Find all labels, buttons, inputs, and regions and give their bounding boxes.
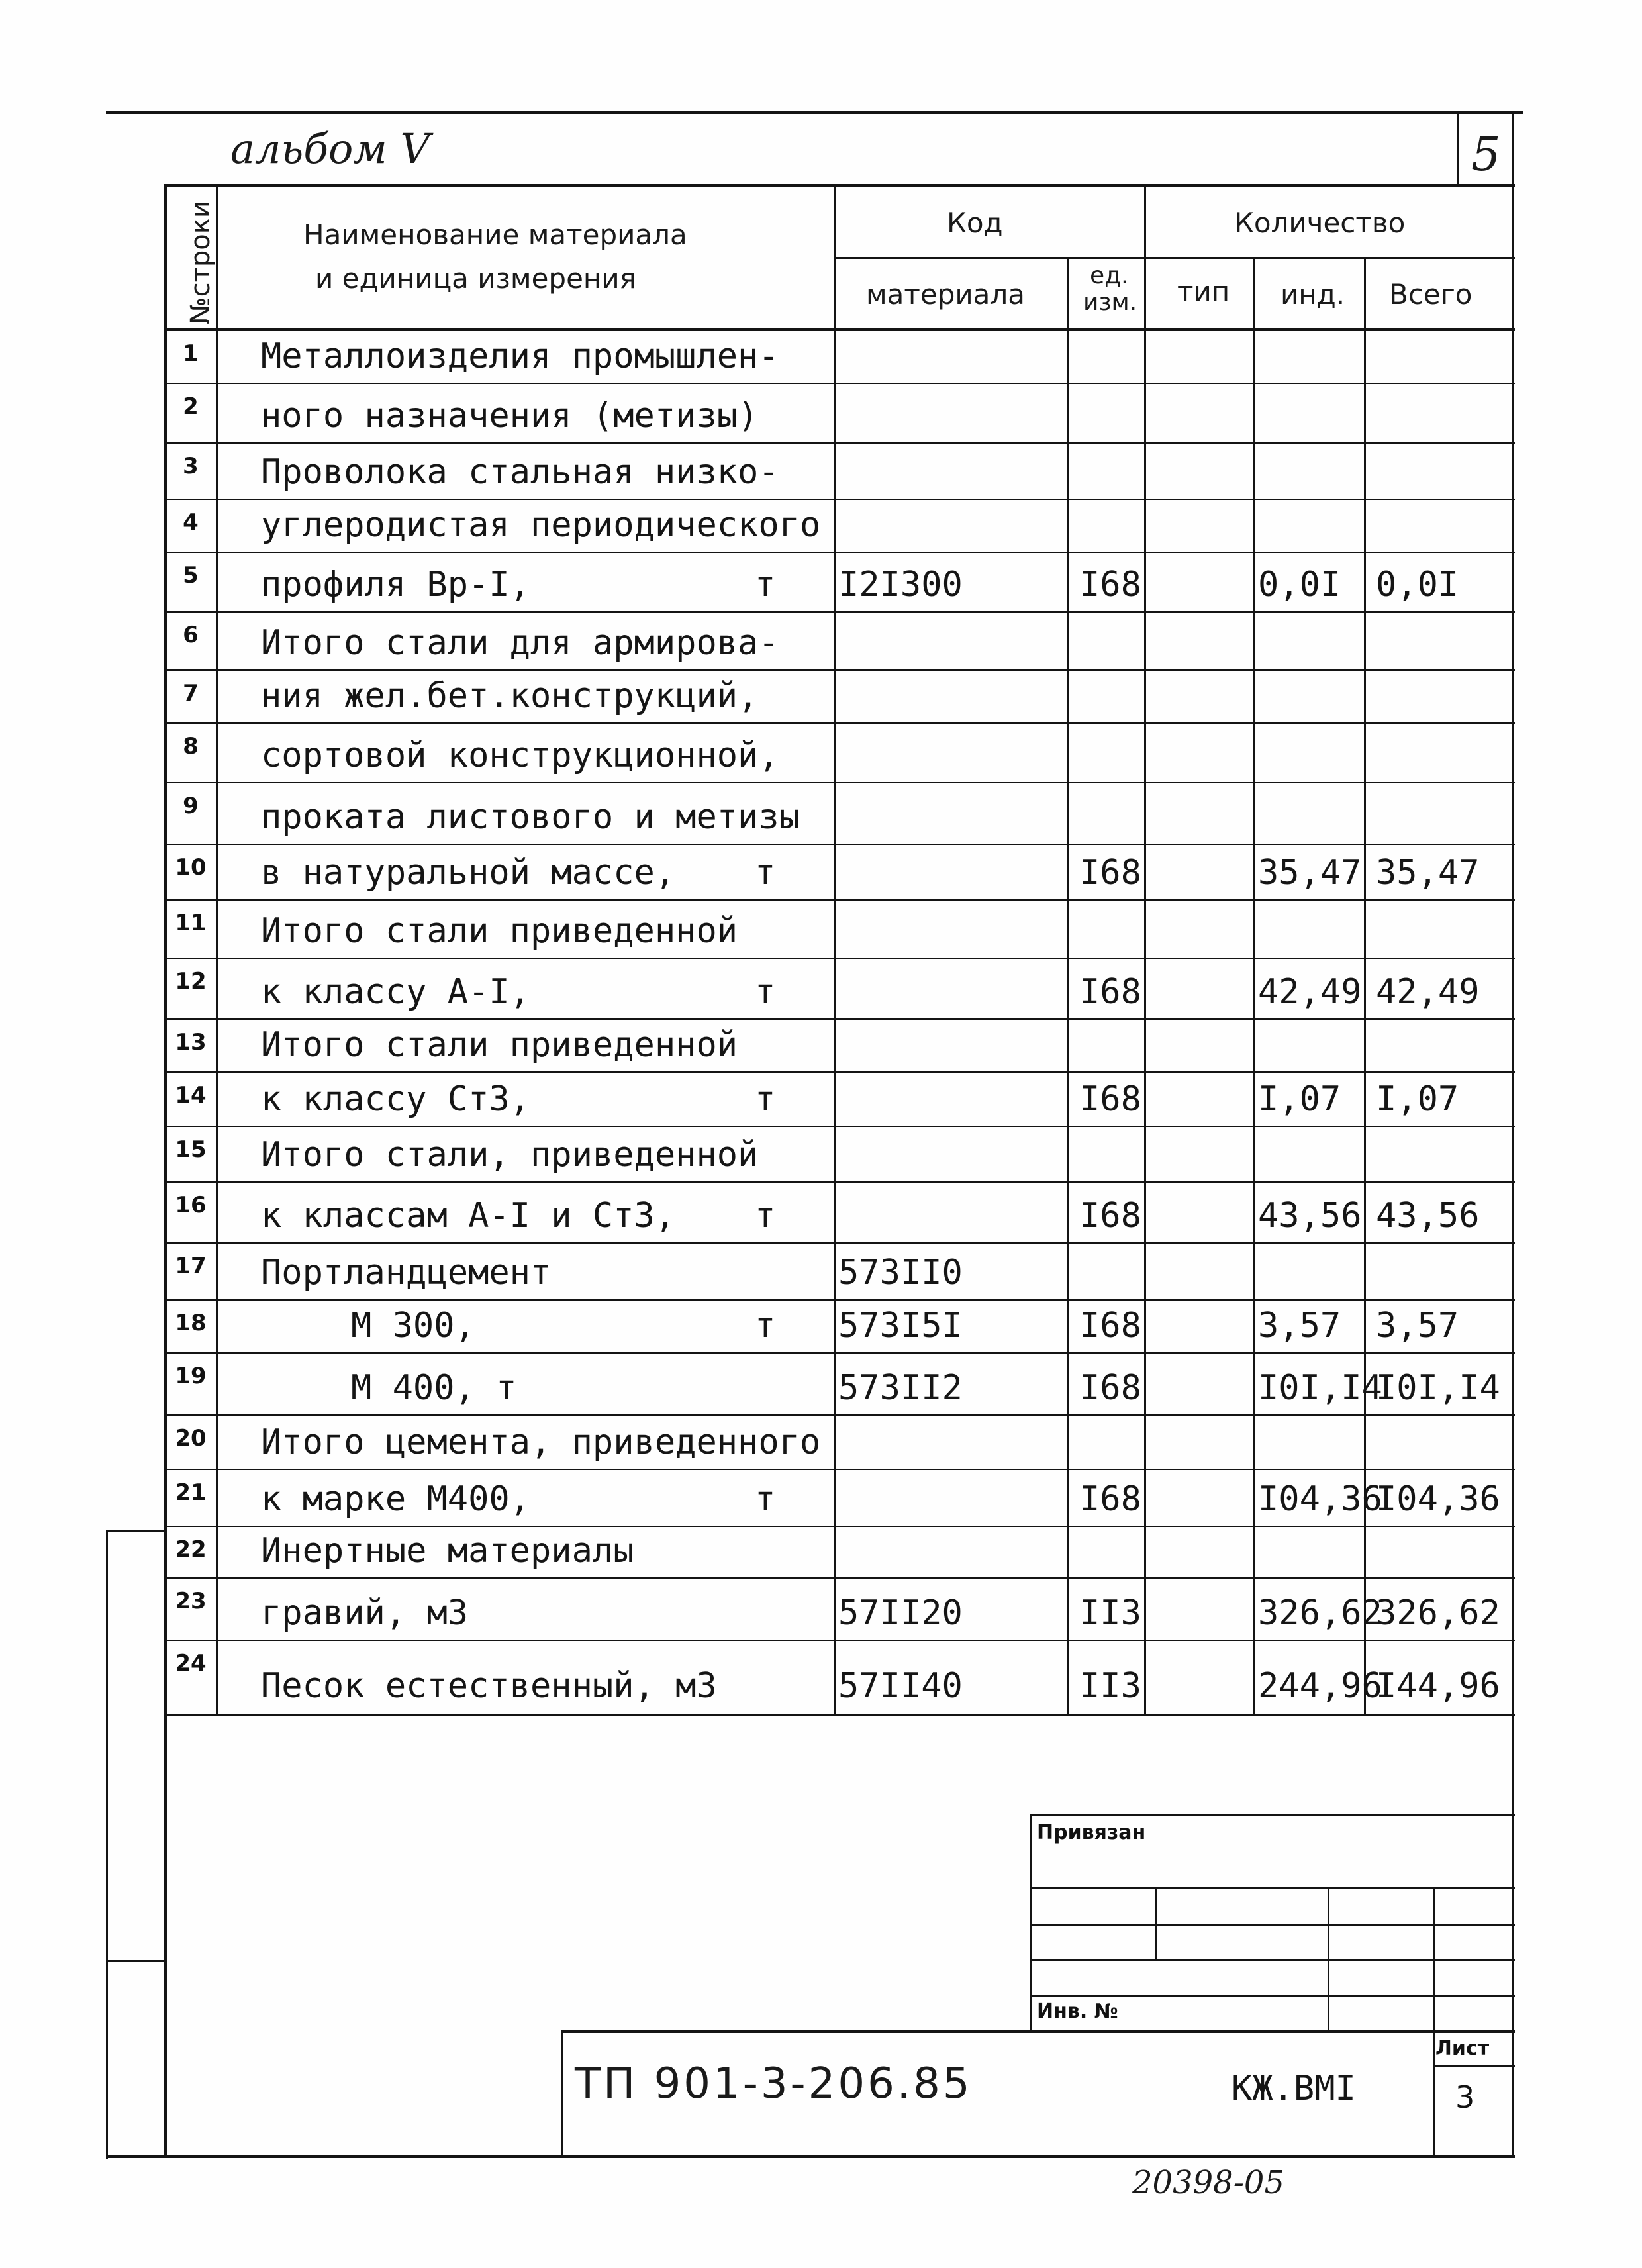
table-row xyxy=(0,331,1642,384)
row-number: 24 xyxy=(175,1650,207,1677)
table-row xyxy=(0,553,1642,613)
quantity-total: 326,62 xyxy=(1376,1593,1500,1633)
table-top-line xyxy=(164,184,1515,187)
table-row xyxy=(0,500,1642,553)
material-name: Итого стали для армирова- xyxy=(261,623,779,663)
header-individual: инд. xyxy=(1280,278,1345,311)
album-note: альбом V xyxy=(230,124,430,173)
stamp-top-line xyxy=(561,2030,1515,2033)
titleblock-line-2 xyxy=(1030,1924,1515,1926)
quantity-total: 43,56 xyxy=(1376,1196,1480,1236)
side-strip-top xyxy=(106,1530,166,1532)
row-number: 3 xyxy=(183,453,199,479)
material-name: углеродистая периодического xyxy=(261,505,821,545)
table-row xyxy=(0,1470,1642,1527)
table-row xyxy=(0,783,1642,845)
table-row xyxy=(0,1183,1642,1244)
table-row xyxy=(0,1354,1642,1416)
header-name-line1: Наименование материала xyxy=(303,219,687,251)
row-number: 9 xyxy=(183,793,199,819)
row-number: 12 xyxy=(175,968,207,995)
material-code: 573I5I xyxy=(838,1306,963,1346)
table-row xyxy=(0,1641,1642,1714)
table-row xyxy=(0,671,1642,724)
material-name: Песок естественный, м3 xyxy=(261,1666,717,1706)
table-row xyxy=(0,959,1642,1020)
measure-unit-code: I68 xyxy=(1079,972,1141,1012)
sheet-number: 3 xyxy=(1455,2079,1475,2115)
material-code: 573II0 xyxy=(838,1253,963,1293)
quantity-individual: 42,49 xyxy=(1258,972,1362,1012)
stamp-sheet-line xyxy=(1433,2030,1435,2157)
titleblock-v3 xyxy=(1433,1887,1435,2030)
material-name: ния жел.бет.конструкций, xyxy=(261,676,759,716)
row-number: 18 xyxy=(175,1310,207,1336)
quantity-total: I,07 xyxy=(1376,1079,1459,1119)
header-unit-1: ед. xyxy=(1090,262,1129,289)
row-number: 13 xyxy=(175,1029,207,1056)
row-number: 11 xyxy=(175,910,207,936)
unit-symbol: т xyxy=(755,1306,776,1346)
material-name: Проволока стальная низко- xyxy=(261,452,779,492)
table-row xyxy=(0,1127,1642,1183)
document-mark: КЖ.ВМI xyxy=(1232,2069,1356,2108)
measure-unit-code: I68 xyxy=(1079,1368,1141,1408)
material-name: профиля Вр-I, xyxy=(261,565,530,605)
titleblock-v2 xyxy=(1328,1887,1329,2030)
material-name: ного назначения (метизы) xyxy=(261,396,759,436)
material-name: Итого стали приведенной xyxy=(261,911,738,951)
table-row xyxy=(0,1020,1642,1073)
quantity-total: 35,47 xyxy=(1376,853,1480,893)
measure-unit-code: II3 xyxy=(1079,1593,1141,1633)
titleblock-line-3 xyxy=(1030,1959,1515,1961)
sheet-bottom-line xyxy=(106,2155,1515,2158)
unit-symbol: т xyxy=(755,1479,776,1519)
quantity-individual: I04,36 xyxy=(1258,1479,1382,1519)
side-strip-mid xyxy=(106,1960,166,1962)
table-row xyxy=(0,1301,1642,1354)
measure-unit-code: II3 xyxy=(1079,1666,1141,1706)
measure-unit-code: I68 xyxy=(1079,565,1141,605)
header-name-line2: и единица измерения xyxy=(315,262,636,295)
row-number: 23 xyxy=(175,1588,207,1614)
material-code: 57II20 xyxy=(838,1593,963,1633)
stamp-left-line xyxy=(561,2030,563,2157)
material-code: 573II2 xyxy=(838,1368,963,1408)
row-number: 2 xyxy=(183,393,199,420)
project-code: ТП 901-3-206.85 xyxy=(575,2059,973,2108)
material-name: Итого цемента, приведенного xyxy=(261,1422,821,1462)
quantity-individual: 326,62 xyxy=(1258,1593,1382,1633)
quantity-individual: 0,0I xyxy=(1258,565,1341,605)
table-row xyxy=(0,444,1642,500)
header-material: материала xyxy=(866,278,1026,311)
material-name: М 300, xyxy=(351,1306,475,1346)
material-name: к классу Ст3, xyxy=(261,1079,530,1119)
table-row xyxy=(0,1579,1642,1641)
row-number: 21 xyxy=(175,1479,207,1506)
row-number: 7 xyxy=(183,680,199,707)
quantity-total: I0I,I4 xyxy=(1376,1368,1500,1408)
row-number: 10 xyxy=(175,854,207,881)
row-number: 8 xyxy=(183,733,199,760)
quantity-individual: 244,96 xyxy=(1258,1666,1382,1706)
table-row xyxy=(0,613,1642,671)
quantity-individual: I0I,I4 xyxy=(1258,1368,1382,1408)
material-name: Металлоизделия промышлен- xyxy=(261,336,779,376)
header-type: тип xyxy=(1177,275,1230,308)
material-name: проката листового и метизы xyxy=(261,797,800,837)
table-row xyxy=(0,1073,1642,1127)
bottom-note: 20398-05 xyxy=(1132,2164,1284,2201)
quantity-individual: I,07 xyxy=(1258,1079,1341,1119)
unit-symbol: т xyxy=(755,972,776,1012)
measure-unit-code: I68 xyxy=(1079,1306,1141,1346)
quantity-total: 3,57 xyxy=(1376,1306,1459,1346)
row-number: 19 xyxy=(175,1363,207,1389)
unit-symbol: т xyxy=(755,1079,776,1119)
measure-unit-code: I68 xyxy=(1079,853,1141,893)
material-name: к классам А-I и Ст3, xyxy=(261,1196,676,1236)
measure-unit-code: I68 xyxy=(1079,1079,1141,1119)
row-number: 6 xyxy=(183,622,199,648)
unit-symbol: т xyxy=(755,1196,776,1236)
titleblock-left xyxy=(1030,1814,1032,2030)
quantity-total: I04,36 xyxy=(1376,1479,1500,1519)
material-name: Итого стали приведенной xyxy=(261,1025,738,1065)
stamp-sheet-divider xyxy=(1433,2065,1515,2067)
subheader-line xyxy=(836,257,1515,259)
page-number-divider xyxy=(1457,111,1459,184)
quantity-total: I44,96 xyxy=(1376,1666,1500,1706)
table-row xyxy=(0,1527,1642,1579)
measure-unit-code: I68 xyxy=(1079,1479,1141,1519)
table-row xyxy=(0,384,1642,444)
row-number: 1 xyxy=(183,340,199,367)
header-total: Всего xyxy=(1389,278,1473,311)
row-number: 5 xyxy=(183,562,199,589)
header-row-number: №строки xyxy=(185,201,216,324)
titleblock-top xyxy=(1030,1814,1515,1816)
row-number: 22 xyxy=(175,1536,207,1563)
titleblock-line-4 xyxy=(1030,1995,1515,1997)
quantity-individual: 43,56 xyxy=(1258,1196,1362,1236)
material-name: сортовой конструкционной, xyxy=(261,736,779,775)
material-name: М 400, т xyxy=(351,1368,517,1408)
header-code: Код xyxy=(947,207,1003,239)
material-name: гравий, м3 xyxy=(261,1593,469,1633)
table-row xyxy=(0,724,1642,783)
table-row xyxy=(0,901,1642,959)
table-row xyxy=(0,845,1642,901)
quantity-total: 0,0I xyxy=(1376,565,1459,605)
page-number: 5 xyxy=(1471,127,1501,181)
row-number: 15 xyxy=(175,1136,207,1163)
material-name: Итого стали, приведенной xyxy=(261,1135,759,1175)
material-name: к классу А-I, xyxy=(261,972,530,1012)
row-number: 14 xyxy=(175,1082,207,1109)
material-code: 57II40 xyxy=(838,1666,963,1706)
inv-number-label: Инв. № xyxy=(1037,2000,1118,2023)
measure-unit-code: I68 xyxy=(1079,1196,1141,1236)
sheet-label: Лист xyxy=(1435,2037,1490,2060)
unit-symbol: т xyxy=(755,853,776,893)
row-number: 16 xyxy=(175,1192,207,1218)
header-quantity: Количество xyxy=(1234,207,1406,239)
side-strip-line xyxy=(106,1530,108,2159)
quantity-individual: 3,57 xyxy=(1258,1306,1341,1346)
quantity-total: 42,49 xyxy=(1376,972,1480,1012)
header-unit-2: изм. xyxy=(1083,289,1137,316)
quantity-individual: 35,47 xyxy=(1258,853,1362,893)
row-number: 17 xyxy=(175,1253,207,1279)
material-code: I2I300 xyxy=(838,565,963,605)
material-name: Инертные материалы xyxy=(261,1531,634,1571)
attached-label: Привязан xyxy=(1037,1821,1146,1844)
table-row xyxy=(0,1416,1642,1470)
material-name: Портландцемент xyxy=(261,1253,552,1293)
material-name: в натуральной массе, xyxy=(261,853,676,893)
row-number: 20 xyxy=(175,1425,207,1452)
unit-symbol: т xyxy=(755,565,776,605)
table-bottom-line xyxy=(164,1714,1515,1716)
titleblock-line-1 xyxy=(1030,1887,1515,1889)
top-border xyxy=(106,111,1523,114)
row-number: 4 xyxy=(183,509,199,536)
material-name: к марке М400, xyxy=(261,1479,530,1519)
table-row xyxy=(0,1244,1642,1301)
titleblock-v1 xyxy=(1155,1887,1157,1960)
